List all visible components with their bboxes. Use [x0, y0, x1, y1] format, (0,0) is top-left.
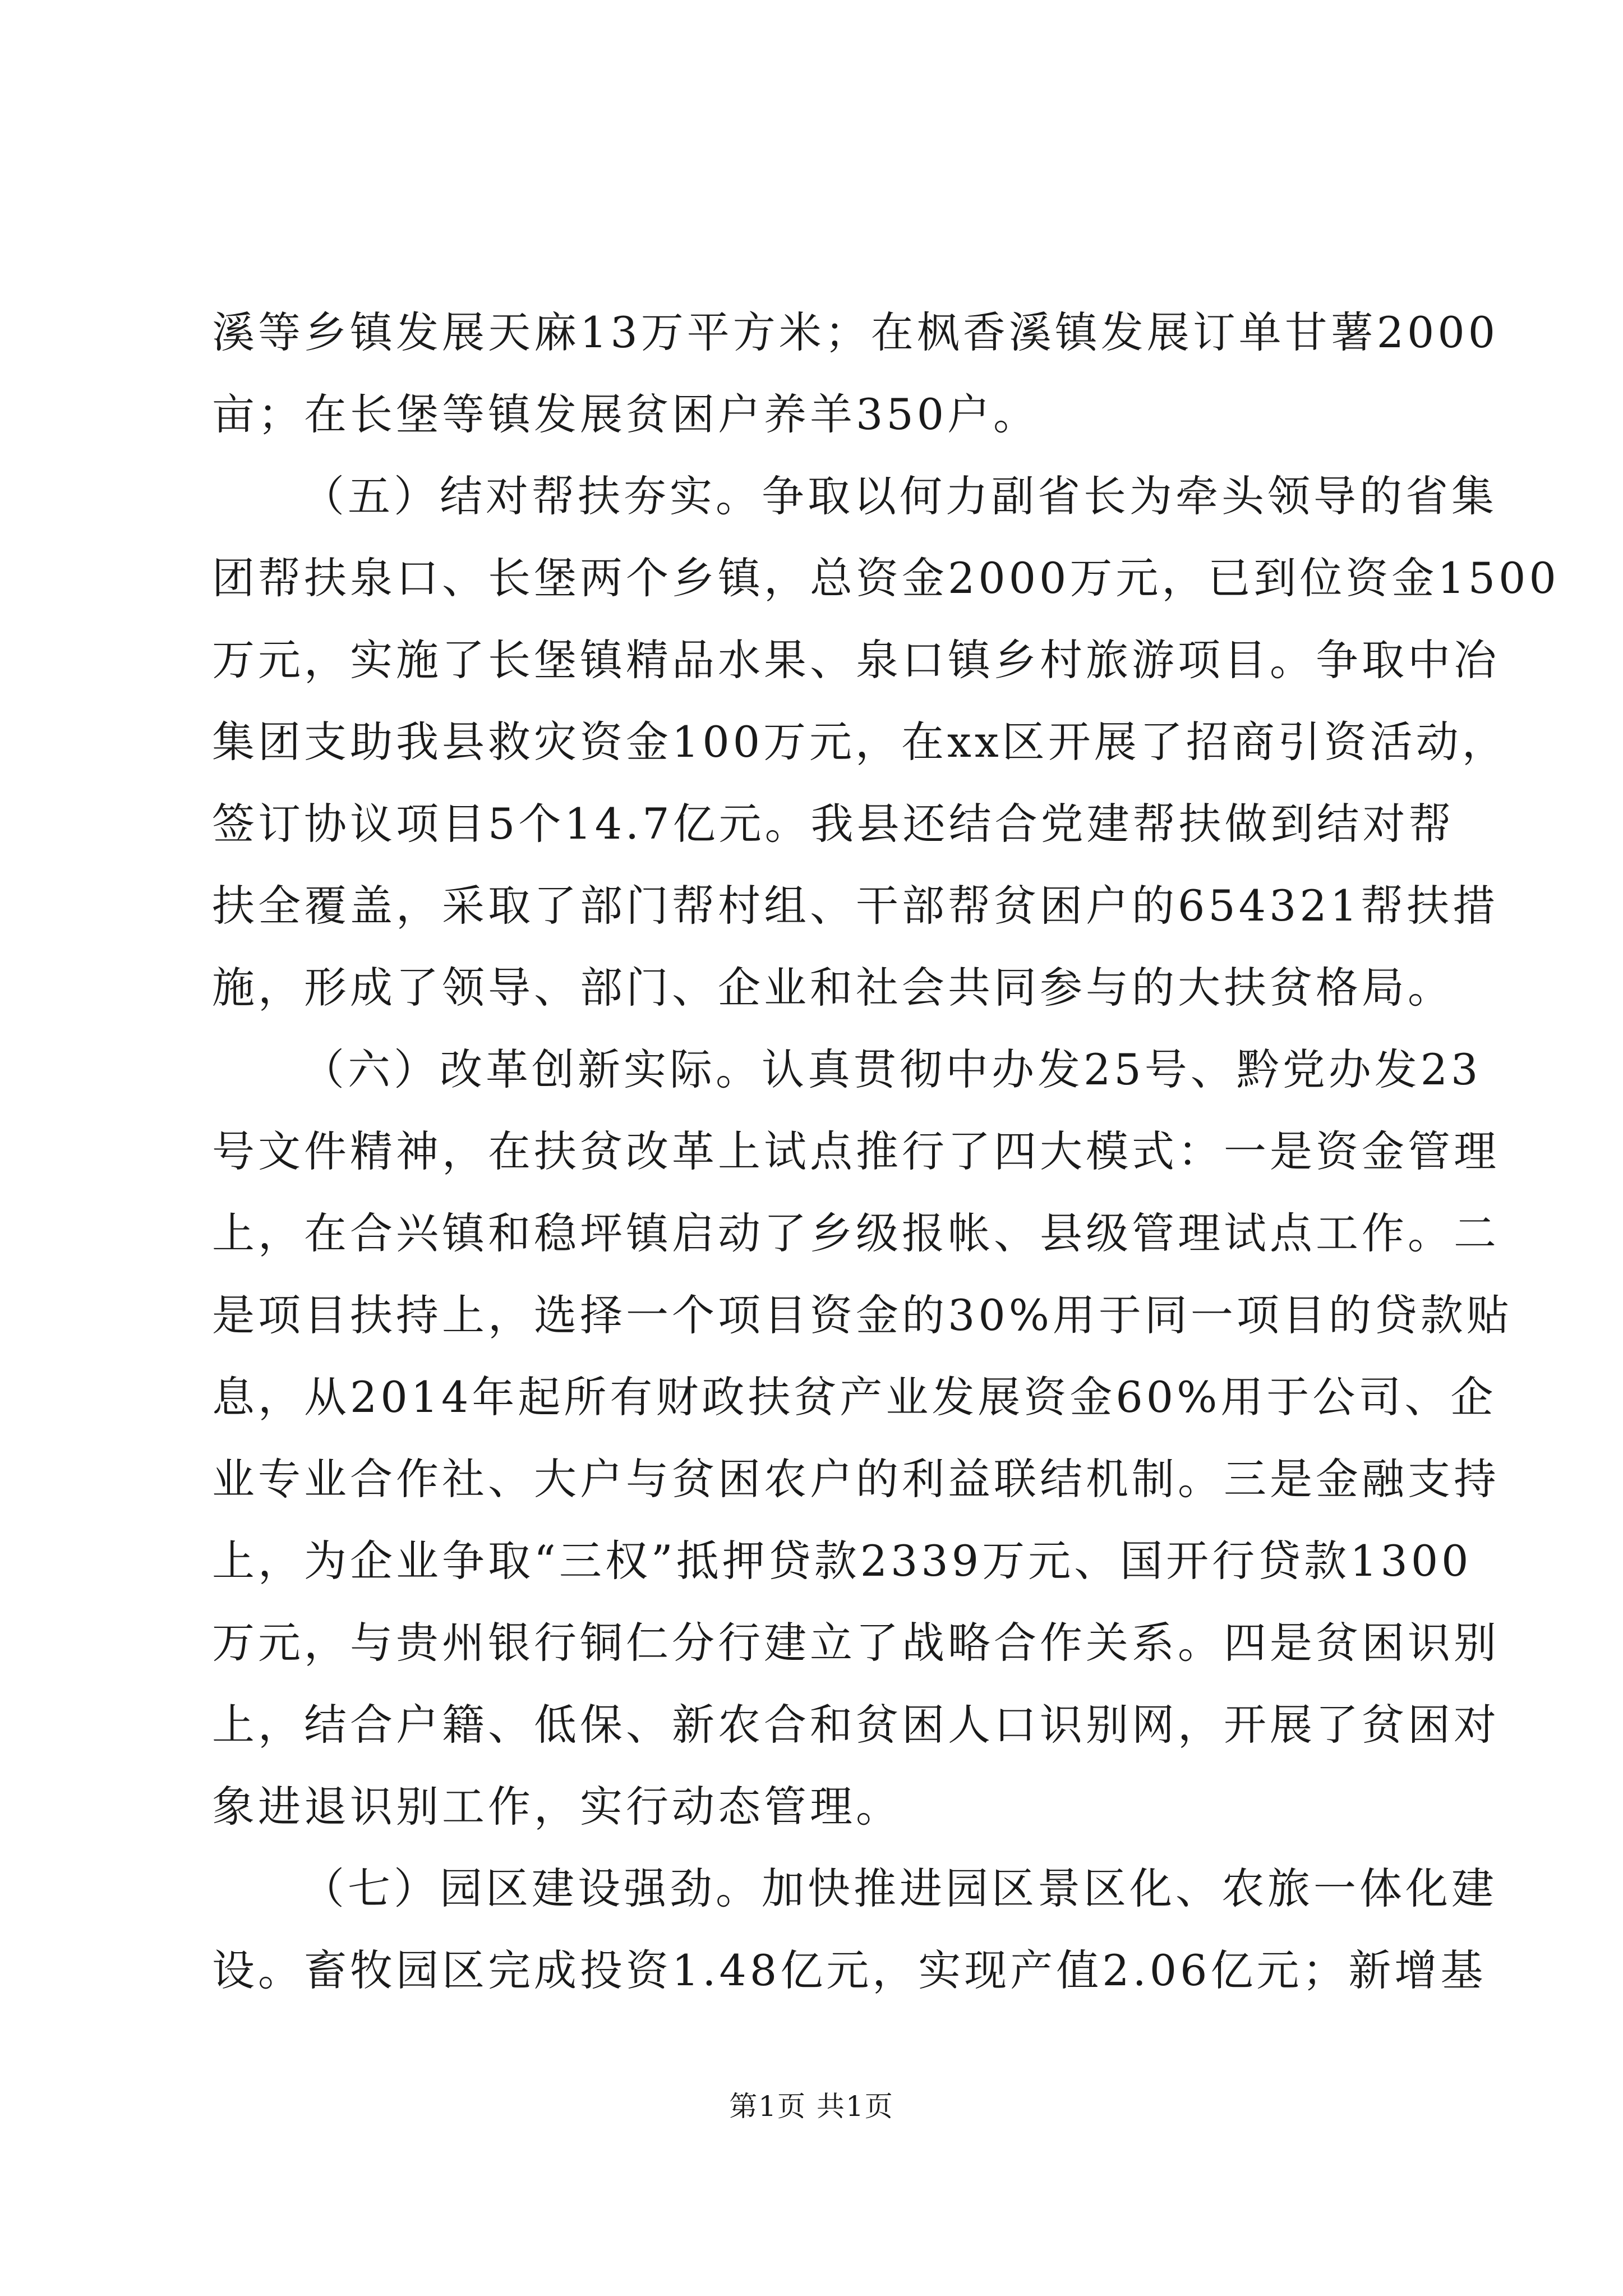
text-line: 溪等乡镇发展天麻13万平方米；在枫香溪镇发展订单甘薯2000 — [212, 307, 1499, 357]
text-line: 号文件精神，在扶贫改革上试点推行了四大模式：一是资金管理 — [212, 1126, 1500, 1176]
paragraph-start-line: （六）改革创新实际。认真贯彻中办发25号、黔党办发23 — [302, 1045, 1482, 1094]
text-line: 施，形成了领导、部门、企业和社会共同参与的大扶贫格局。 — [212, 963, 1454, 1013]
text-line: 扶全覆盖，采取了部门帮村组、干部帮贫困户的654321帮扶措 — [212, 881, 1499, 931]
text-line: 团帮扶泉口、长堡两个乡镇，总资金2000万元，已到位资金1500 — [212, 553, 1560, 603]
text-line: 息，从2014年起所有财政扶贫产业发展资金60%用于公司、企 — [212, 1372, 1497, 1422]
text-line: 设。畜牧园区完成投资1.48亿元，实现产值2.06亿元；新增基 — [212, 1945, 1487, 1995]
text-line: 万元，实施了长堡镇精品水果、泉口镇乡村旅游项目。争取中冶 — [212, 635, 1500, 685]
document-body — [212, 292, 1560, 2012]
text-line: 集团支助我县救灾资金100万元，在xx区开展了招商引资活动， — [212, 717, 1508, 767]
paragraph-start-line: （五）结对帮扶夯实。争取以何力副省长为牵头领导的省集 — [302, 471, 1497, 521]
paragraph-start-line: （七）园区建设强劲。加快推进园区景区化、农旅一体化建 — [302, 1864, 1497, 1913]
text-line: 万元，与贵州银行铜仁分行建立了战略合作关系。四是贫困识别 — [212, 1618, 1500, 1668]
text-line: 上，在合兴镇和稳坪镇启动了乡级报帐、县级管理试点工作。二 — [212, 1208, 1500, 1258]
text-line: 上，结合户籍、低保、新农合和贫困人口识别网，开展了贫困对 — [212, 1700, 1500, 1750]
text-line: 象进退识别工作，实行动态管理。 — [212, 1782, 902, 1832]
text-line: 签订协议项目5个14.7亿元。我县还结合党建帮扶做到结对帮 — [212, 799, 1455, 849]
text-line: 上，为企业争取“三权”抵押贷款2339万元、国开行贷款1300 — [212, 1536, 1472, 1586]
text-line: 业专业合作社、大户与贫困农户的利益联结机制。三是金融支持 — [212, 1454, 1500, 1504]
page-number-footer: 第1页 共1页 — [729, 2090, 894, 2123]
text-line: 亩；在长堡等镇发展贫困户养羊350户。 — [212, 389, 1040, 439]
text-line: 是项目扶持上，选择一个项目资金的30%用于同一项目的贷款贴 — [212, 1290, 1513, 1340]
